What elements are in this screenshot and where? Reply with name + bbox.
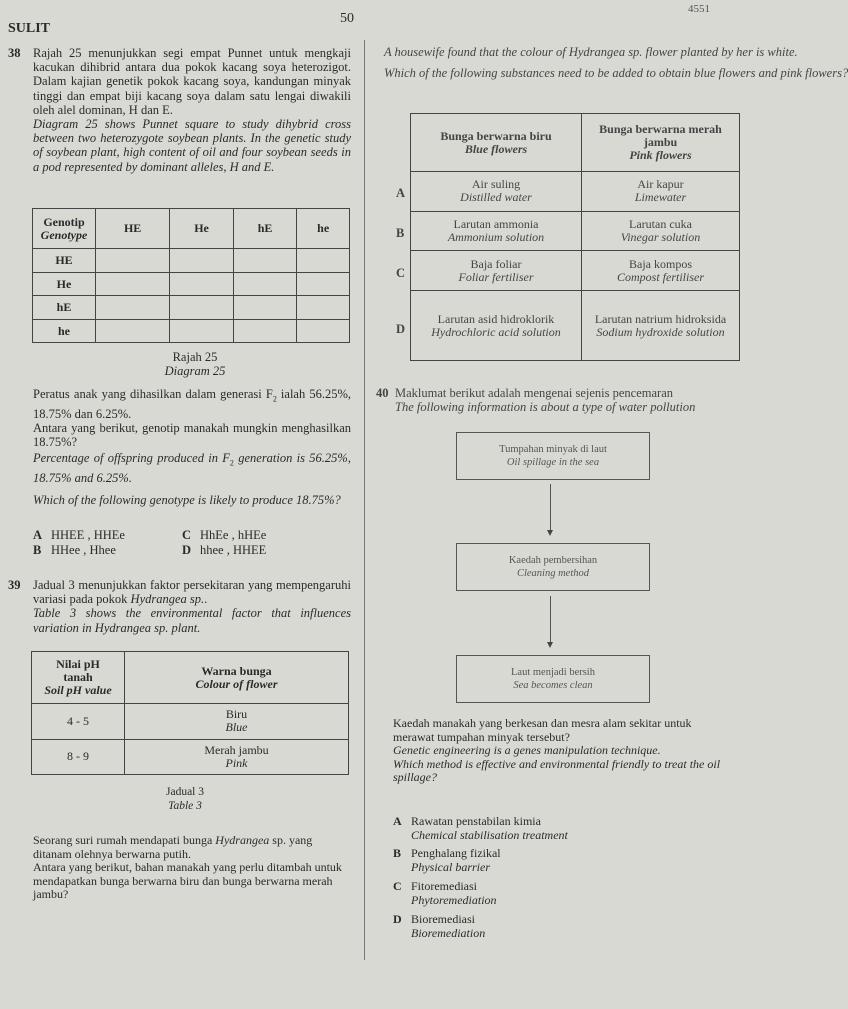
punnett-col-header: he xyxy=(297,209,350,249)
q40-intro: Maklumat berikut adalah mengenai sejenis pencemaran The following information is about a type of water pollution xyxy=(395,386,696,415)
flow-arrow-icon xyxy=(550,596,551,646)
question-number-40: 40 xyxy=(376,386,389,400)
table-3-header-colour: Warna bunga Colour of flower xyxy=(125,652,349,704)
diagram-25-caption: Rajah 25 Diagram 25 xyxy=(164,350,226,379)
question-number-39: 39 xyxy=(8,578,21,592)
q40-option-d[interactable]: D Bioremediasi Bioremediation xyxy=(393,912,486,940)
punnett-col-header: hE xyxy=(233,209,297,249)
punnett-row-header: hE xyxy=(33,296,96,320)
punnett-col-header: HE xyxy=(96,209,170,249)
answer-row-c[interactable]: Baja foliar Foliar fertiliser Baja kompos Compost fertiliser xyxy=(411,251,740,291)
q40-option-c[interactable]: C Fitoremediasi Phytoremediation xyxy=(393,879,497,907)
answer-header-pink: Bunga berwarna merah jambu Pink flowers xyxy=(582,114,740,172)
q38-option-d[interactable]: D hhee , HHEE xyxy=(182,543,267,557)
q39-intro: Jadual 3 menunjukkan faktor persekitaran yang mempengaruhi variasi pada pokok Hydrangea sp.. Table 3 shows the environmental factor that influences variation in Hydrangea sp. plant. xyxy=(33,578,351,635)
flow-box-sea-clean: Laut menjadi bersih Sea becomes clean xyxy=(456,655,650,703)
q39-stem-en: A housewife found that the colour of Hydrangea sp. flower planted by her is white. Which of the following substances need to be added to obtain blue flowers and pink flowers? xyxy=(384,45,848,80)
q38-intro xyxy=(33,46,351,174)
q38-intro-en: Diagram 25 shows Punnet square to study dihybrid cross between two heterozygote soybean plants. In the genetic study of soybean plant, high content of oil and four soybean seeds in a pod represented by dominant alleles, H and E. xyxy=(33,117,351,174)
q40-stem: Kaedah manakah yang berkesan dan mesra alam sekitar untuk merawat tumpahan minyak tersebut? Genetic engineering is a genes manipulation technique. Which method is effective and environmental friendly to treat the oil spillage? xyxy=(393,716,721,784)
q40-option-b[interactable]: B Penghalang fizikal Physical barrier xyxy=(393,846,501,874)
flow-box-cleaning-method: Kaedah pembersihan Cleaning method xyxy=(456,543,650,591)
answer-row-a[interactable]: Air suling Distilled water Air kapur Limewater xyxy=(411,172,740,212)
answer-letter-d[interactable]: D xyxy=(396,322,406,336)
answer-row-b[interactable]: Larutan ammonia Ammonium solution Larutan cuka Vinegar solution xyxy=(411,211,740,251)
punnett-row-header: He xyxy=(33,272,96,296)
table-3 xyxy=(31,651,349,775)
flow-box-oil-spillage: Tumpahan minyak di laut Oil spillage in the sea xyxy=(456,432,650,480)
q38-option-b[interactable]: B HHee , Hhee xyxy=(33,543,116,557)
table-row: 4 - 5 Biru Blue xyxy=(32,704,349,740)
column-divider xyxy=(364,40,365,960)
answer-header-blue: Bunga berwarna biru Blue flowers xyxy=(411,114,582,172)
answer-row-d[interactable]: Larutan asid hidroklorik Hydrochloric acid solution Larutan natrium hidroksida Sodium hydroxide solution xyxy=(411,291,740,361)
q39-stem-ms: Seorang suri rumah mendapati bunga Hydrangea sp. yang ditanam olehnya berwarna putih. Antara yang berikut, bahan manakah yang perlu ditambah untuk mendapatkan bunga berwarna biru dan bunga berwarna merah jambu? xyxy=(33,833,342,901)
answer-letter-c[interactable]: C xyxy=(396,266,406,280)
page-number: 50 xyxy=(340,11,354,26)
table-3-caption: Jadual 3 Table 3 xyxy=(165,786,204,813)
answer-letter-b[interactable]: B xyxy=(396,226,405,240)
punnett-row-header: HE xyxy=(33,249,96,273)
q38-option-c[interactable]: C HhEe , hHEe xyxy=(182,528,267,542)
punnett-col-header: He xyxy=(170,209,233,249)
punnett-row-header: he xyxy=(33,319,96,343)
q38-intro-ms: Rajah 25 menunjukkan segi empat Punnet untuk mengkaji kacukan dihibrid antara dua pokok kacang soya heterozigot. Dalam kajian genetik pokok kacang soya, kandungan minyak tinggi dan empat biji kacang soya dalam satu lengai diwakili oleh alel dominan, H dan E. xyxy=(33,46,351,117)
q40-option-a[interactable]: A Rawatan penstabilan kimia Chemical stabilisation treatment xyxy=(393,814,568,842)
answer-letter-a[interactable]: A xyxy=(396,186,406,200)
sulit-label: SULIT xyxy=(8,21,51,36)
q38-stem: Peratus anak yang dihasilkan dalam generasi $F_2$ ialah 56.25%, 18.75% dan 6.25%. Antara yang berikut, genotip manakah mungkin menghasilkan 18.75%? Percentage of offspring produced in $F_2$ generation is 56.25%, 18.75% and 6.25%. Which of the following genotype is likely to produce 18.75%? xyxy=(33,387,351,508)
punnett-square xyxy=(32,208,350,343)
answer-table-q39 xyxy=(410,113,740,361)
question-number-38: 38 xyxy=(8,46,21,60)
paper-code: 4551 xyxy=(688,3,710,15)
punnett-corner: Genotip Genotype xyxy=(33,209,96,249)
flow-arrow-icon xyxy=(550,484,551,534)
table-3-header-ph: Nilai pH tanah Soil pH value xyxy=(32,652,125,704)
table-row: 8 - 9 Merah jambu Pink xyxy=(32,739,349,775)
q38-option-a[interactable]: A HHEE , HHEe xyxy=(33,528,125,542)
